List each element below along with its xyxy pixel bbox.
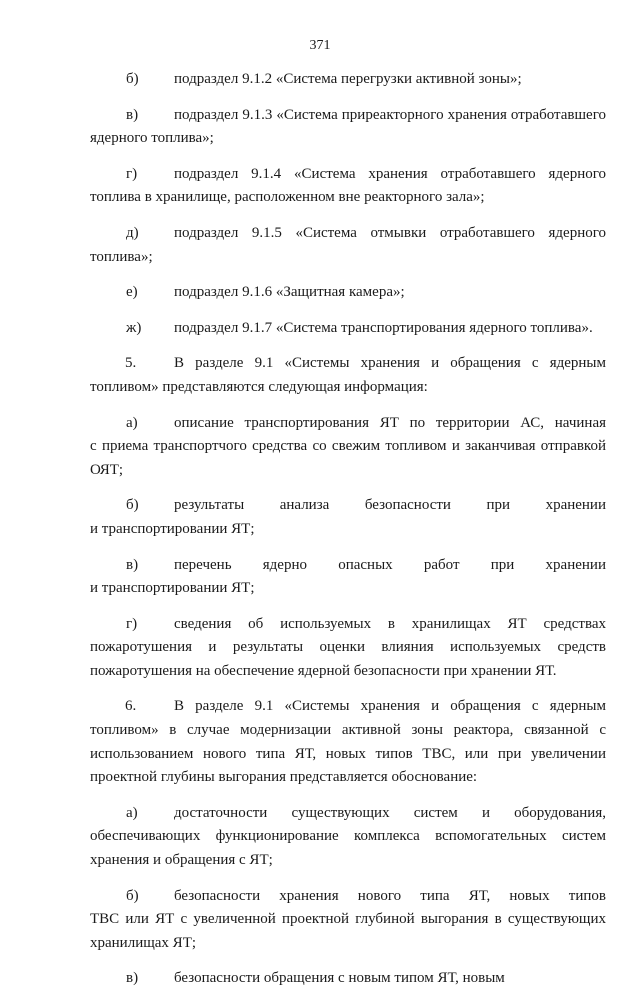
paragraph-continuation: топлива в хранилище, расположенном вне реакторного зала»; [90,189,485,206]
paragraph [90,967,606,991]
paragraph [90,352,606,399]
paragraph-continuation: топлива»; [90,248,153,265]
list-marker: б) [126,887,139,904]
paragraph-lead-text: В разделе 9.1 «Системы хранения и обращения с ядерным [174,698,606,715]
paragraph-first-line [90,802,606,826]
list-marker: в) [126,970,139,987]
paragraph-lead-text: безопасности хранения нового типа ЯТ, новых типов [174,887,606,904]
paragraph [90,317,606,341]
paragraph-continuation: и транспортировании ЯТ; [90,580,255,597]
list-marker: 6. [125,698,137,715]
paragraph-lead-text: подраздел 9.1.5 «Система отмывки отработавшего ядерного [174,224,606,241]
paragraph-first-line [90,68,606,92]
list-marker: в) [126,556,139,573]
paragraph [90,412,606,483]
paragraph-lead-text: безопасности обращения с новым типом ЯТ, новым [174,970,505,987]
paragraph [90,802,606,873]
paragraph-lead-text: подраздел 9.1.4 «Система хранения отработавшего ядерного [174,165,606,182]
paragraph-continuation: ядерного топлива»; [90,130,214,147]
paragraph [90,554,606,601]
paragraph-lead-text: В разделе 9.1 «Системы хранения и обращения с ядерным [174,355,606,372]
paragraph-first-line [90,163,606,187]
paragraph-lead-text: достаточности существующих систем и оборудования, [174,804,606,821]
paragraph [90,613,606,684]
paragraph-continuation: обеспечивающих функционирование комплекса вспомогательных систем хранения и обращения с ЯТ; [90,828,606,869]
paragraph-lead-text: подраздел 9.1.2 «Система перегрузки активной зоны»; [174,71,522,87]
paragraph-lead-text: подраздел 9.1.6 «Защитная камера»; [174,284,405,301]
list-marker: а) [126,414,138,431]
page-number: 371 [309,38,331,53]
paragraph-lead-text: подраздел 9.1.7 «Система транспортирования ядерного топлива». [174,319,593,336]
paragraph [90,104,606,151]
list-marker: б) [126,497,139,514]
paragraph-lead-text: сведения об используемых в хранилищах ЯТ средствах [174,615,606,632]
paragraph-first-line [90,222,606,246]
paragraph-first-line [90,494,606,518]
paragraph-first-line [90,281,606,305]
paragraph [90,222,606,269]
paragraph-continuation: топливом» представляются следующая информация: [90,378,428,395]
paragraph-first-line [90,695,606,719]
list-marker: б) [126,71,139,87]
paragraph [90,695,606,789]
list-marker: 5. [125,355,137,372]
paragraph-continuation: и транспортировании ЯТ; [90,520,255,537]
list-marker: г) [126,615,138,632]
paragraph [90,885,606,956]
paragraph-first-line [90,352,606,376]
paragraph-continuation: ТВС или ЯТ с увеличенной проектной глубиной выгорания в существующих хранилищах ЯТ; [90,911,606,951]
paragraph-continuation: пожаротушения и результаты оценки влияния используемых средств пожаротушения на обеспечение ядерной безопасности при хранении ЯТ. [90,639,606,679]
list-marker: е) [126,284,138,301]
list-marker: ж) [126,319,142,336]
paragraph-first-line [90,613,606,637]
paragraph-lead-text: перечень ядерно опасных работ при хранении [174,556,606,573]
list-marker: а) [126,804,138,821]
paragraph [90,68,606,92]
paragraph-first-line [90,967,606,991]
paragraph [90,281,606,305]
list-marker: д) [126,224,139,241]
paragraph-continuation: топливом» в случае модернизации активной зоны реактора, связанной с использованием нового типа ЯТ, новых типов ТВС, или при увеличении проектной глубины выгорания представляется обоснование: [90,722,606,786]
paragraph-lead-text: результаты анализа безопасности при хранении [174,497,606,514]
paragraph-first-line [90,412,606,436]
paragraph-lead-text: описание транспортирования ЯТ по территории АС, начиная [174,414,606,431]
paragraph-continuation: с приема транспортчого средства со свежим топливом и заканчивая отправкой ОЯТ; [90,438,606,478]
document-body [90,68,606,991]
paragraph [90,163,606,210]
paragraph-first-line [90,104,606,128]
paragraph-first-line [90,554,606,578]
paragraph [90,494,606,541]
list-marker: в) [126,106,139,123]
paragraph-lead-text: подраздел 9.1.3 «Система приреакторного хранения отработавшего [174,106,606,123]
paragraph-first-line [90,317,606,341]
list-marker: г) [126,165,138,182]
